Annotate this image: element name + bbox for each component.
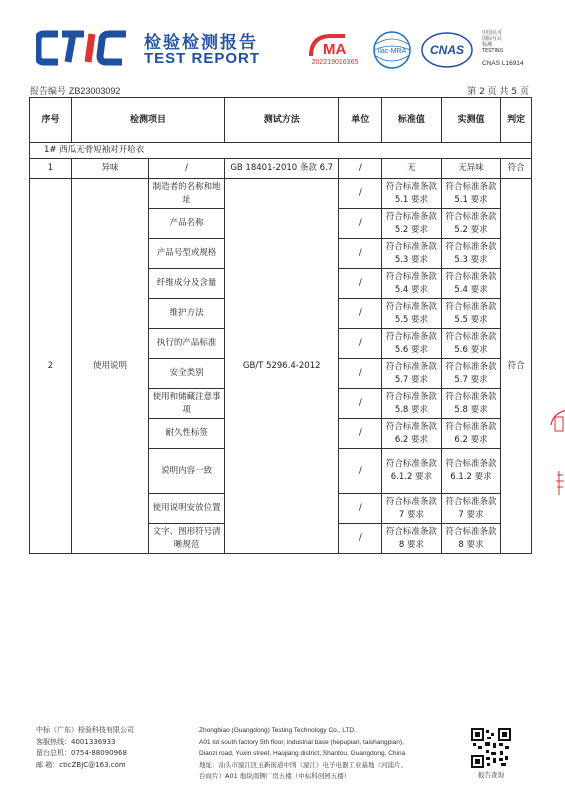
row2-no: 2 [30,179,72,554]
table-row: 耐久性标签 / 符合标准条款 6.2 要求 符合标准条款 6.2 要求 [30,419,532,449]
footer-address: Zhongbiao (Guangdong) Testing Technology Co., LTD. A01 lot south factory 5th floor, industrial base (hepupian, taishangpian), Dianzi road, Yuxin street, Haojiang district, Shantou, Guangdong, China 地址：汕头市濠江区玉新街道中国（濠江）电子电器工业基地（河浦片、 台商片）A01 地块南侧厂房五楼（中标科创园五楼） [199,727,407,780]
table-row: 产品号型或规格 / 符合标准条款 5.3 要求 符合标准条款 5.3 要求 [30,239,532,269]
seal-stamp [545,405,565,515]
report-title-en: TEST REPORT [144,50,261,67]
row2-item: 使用说明 [71,179,148,554]
qr-label: 报告查询 [478,771,504,779]
header-item: 检测项目 [71,98,224,143]
table-row: 使用说明安放位置 / 符合标准条款 7 要求 符合标准条款 7 要求 [30,494,532,524]
table-row: 说明内容一致 / 符合标准条款 6.1.2 要求 符合标准条款 6.1.2 要求 [30,449,532,494]
table-row: 维护方法 / 符合标准条款 5.5 要求 符合标准条款 5.5 要求 [30,299,532,329]
report-header [0,0,565,80]
header-verdict: 判定 [501,98,532,143]
page-number: 第 2 页 共 5 页 [467,87,529,97]
header-measured: 实测值 [441,98,501,143]
footer-email: 邮 箱：cticZBJC@163.com [36,760,126,769]
ctic-logo [36,28,136,68]
table-row: 2 使用说明 制造者的名称和地址 GB/T 5296.4-2012 / 符合标准条款 5.1 要求 符合标准条款 5.1 要求 符合 [30,179,532,209]
cnas-code: CNAS L16914 [482,60,524,67]
test-results-table [29,97,532,554]
sample-title: 1# 西瓜无骨短袖对开哈衣 [30,143,532,159]
table-row: 文字、图形符号清晰规范 / 符合标准条款 8 要求 符合标准条款 8 要求 [30,524,532,554]
cma-text: MA [323,41,347,58]
ilac-mra-logo [368,30,416,70]
table-row: 使用和储藏注意事项 / 符合标准条款 5.8 要求 符合标准条款 5.8 要求 [30,389,532,419]
report-number: 报告编号 ZB23003092 [30,86,121,97]
row2-method: GB/T 5296.4-2012 [225,179,339,554]
footer-company-cn: 中标（广东）检验科技有限公司 [36,726,134,734]
cnas-logo [420,30,474,70]
header-no: 序号 [30,98,72,143]
cnas-text: CNAS [429,43,465,57]
report-title-cn: 检验检测报告 [144,33,258,53]
footer-hotline: 客服热线：4001336933 [36,737,116,746]
cma-number: 202219016365 [311,59,359,66]
table-row: 产品名称 / 符合标准条款 5.2 要求 符合标准条款 5.2 要求 [30,209,532,239]
ilac-text: ilac-MRA [377,48,407,55]
table-row: 执行的产品标准 / 符合标准条款 5.6 要求 符合标准条款 5.6 要求 [30,329,532,359]
footer-contact [36,725,134,771]
table-row: 纤维成分及含量 / 符合标准条款 5.4 要求 符合标准条款 5.4 要求 [30,269,532,299]
row2-verdict: 符合 [501,179,532,554]
header-standard: 标准值 [382,98,442,143]
header-unit: 单位 [339,98,382,143]
header-method: 测试方法 [225,98,339,143]
sample-section-row [30,143,532,159]
cnas-accreditation-text: 中国认可 国际互认 检测 TESTING [482,30,504,54]
qr-code-icon[interactable] [471,728,511,768]
footer-fax: 留台总机：0754-88090968 [36,749,127,757]
table-header-row [30,98,532,143]
table-row: 安全类别 / 符合标准条款 5.7 要求 符合标准条款 5.7 要求 [30,359,532,389]
table-row: 1 异味 / GB 18401-2010 条款 6.7 / 无 无异味 符合 [30,159,532,179]
footer-company-en: Zhongbiao (Guangdong) Testing Technology Co., LTD. [199,727,356,734]
